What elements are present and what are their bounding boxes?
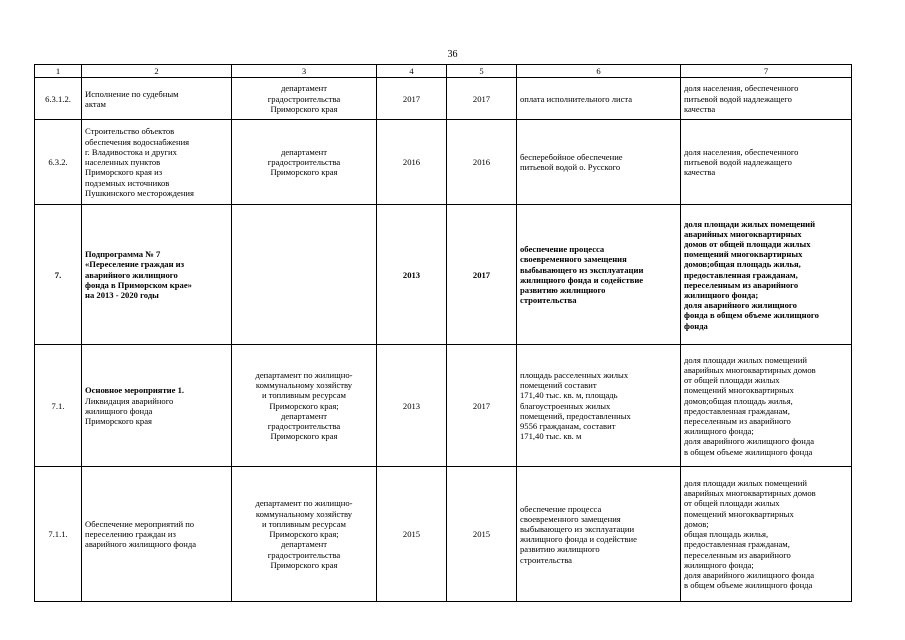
row-start-year: 2016 (377, 120, 447, 205)
row-start-year: 2015 (377, 467, 447, 602)
row-code: 7.1. (35, 345, 82, 467)
row-name-cell (82, 345, 232, 467)
row-end-year: 2017 (447, 345, 517, 467)
row-result: обеспечение процесса своевременного замещения выбывающего из эксплуатации жилищного фонда и содействие развитию жилищного строительства (517, 205, 681, 345)
row-start-year: 2013 (377, 345, 447, 467)
column-number: 7 (681, 65, 852, 78)
row-end-year: 2016 (447, 120, 517, 205)
row-end-year: 2015 (447, 467, 517, 602)
row-executor (232, 205, 377, 345)
column-number: 4 (377, 65, 447, 78)
row-name: Ликвидация аварийного жилищного фонда Приморского края (85, 395, 174, 426)
row-name-heading: Основное мероприятие 1. (85, 385, 185, 396)
table-row (35, 345, 852, 467)
row-code: 7.1.1. (35, 467, 82, 602)
table-row (35, 78, 852, 120)
table-row (35, 467, 852, 602)
table-row (35, 205, 852, 345)
column-number: 3 (232, 65, 377, 78)
row-name: Исполнение по судебным актам (82, 78, 232, 120)
row-executor: департамент по жилищно- коммунальному хозяйству и топливным ресурсам Приморского края; департамент градостроительства Приморского края (232, 467, 377, 602)
row-result: обеспечение процесса своевременного замещения выбывающего из эксплуатации жилищного фонда и содействие развитию жилищного строительства (517, 467, 681, 602)
row-code: 6.3.1.2. (35, 78, 82, 120)
row-indicator: доля населения, обеспеченного питьевой водой надлежащего качества (681, 120, 852, 205)
page-number: 36 (447, 49, 458, 60)
row-code: 7. (35, 205, 82, 345)
column-number: 1 (35, 65, 82, 78)
row-result: оплата исполнительного листа (517, 78, 681, 120)
column-number: 2 (82, 65, 232, 78)
row-name: Обеспечение мероприятий по переселению граждан из аварийного жилищного фонда (82, 467, 232, 602)
row-start-year: 2017 (377, 78, 447, 120)
row-executor: департамент градостроительства Приморского края (232, 78, 377, 120)
row-indicator: доля площади жилых помещений аварийных многоквартирных домов от общей площади жилых помещений многоквартирных домов;общая площадь жилья, предоставленная гражданам, переселенным из аварийного жилищного фонда; доля аварийного жилищного фонда в общем объеме жилищного фонда (681, 205, 852, 345)
column-number: 5 (447, 65, 517, 78)
row-end-year: 2017 (447, 78, 517, 120)
column-number: 6 (517, 65, 681, 78)
row-name: Подпрограмма № 7 «Переселение граждан из аварийного жилищного фонда в Приморском крае» на 2013 - 2020 годы (82, 205, 232, 345)
row-indicator: доля площади жилых помещений аварийных многоквартирных домов от общей площади жилых помещений многоквартирных домов; общая площадь жилья, предоставленная гражданам, переселенным из аварийного жилищного фонда; доля аварийного жилищного фонда в общем объеме жилищного фонда (681, 467, 852, 602)
column-number-row (35, 65, 852, 78)
row-end-year: 2017 (447, 205, 517, 345)
row-executor: департамент по жилищно- коммунальному хозяйству и топливным ресурсам Приморского края; департамент градостроительства Приморского края (232, 345, 377, 467)
row-start-year: 2013 (377, 205, 447, 345)
row-executor: департамент градостроительства Приморского края (232, 120, 377, 205)
row-result: бесперебойное обеспечение питьевой водой о. Русского (517, 120, 681, 205)
row-name: Строительство объектов обеспечения водоснабжения г. Владивостока и других населенных пунктов Приморского края из подземных источников Пушкинского месторождения (82, 120, 232, 205)
row-code: 6.3.2. (35, 120, 82, 205)
row-result: площадь расселенных жилых помещений составит 171,40 тыс. кв. м, площадь благоустроенных жилых помещений, предоставленных 9556 гражданам, составит 171,40 тыс. кв. м (517, 345, 681, 467)
row-indicator: доля населения, обеспеченного питьевой водой надлежащего качества (681, 78, 852, 120)
table-row (35, 120, 852, 205)
row-indicator: доля площади жилых помещений аварийных многоквартирных домов от общей площади жилых помещений многоквартирных домов;общая площадь жилья, предоставленная гражданам, переселенным из аварийного жилищного фонда; доля аварийного жилищного фонда в общем объеме жилищного фонда (681, 345, 852, 467)
program-table (34, 64, 852, 602)
